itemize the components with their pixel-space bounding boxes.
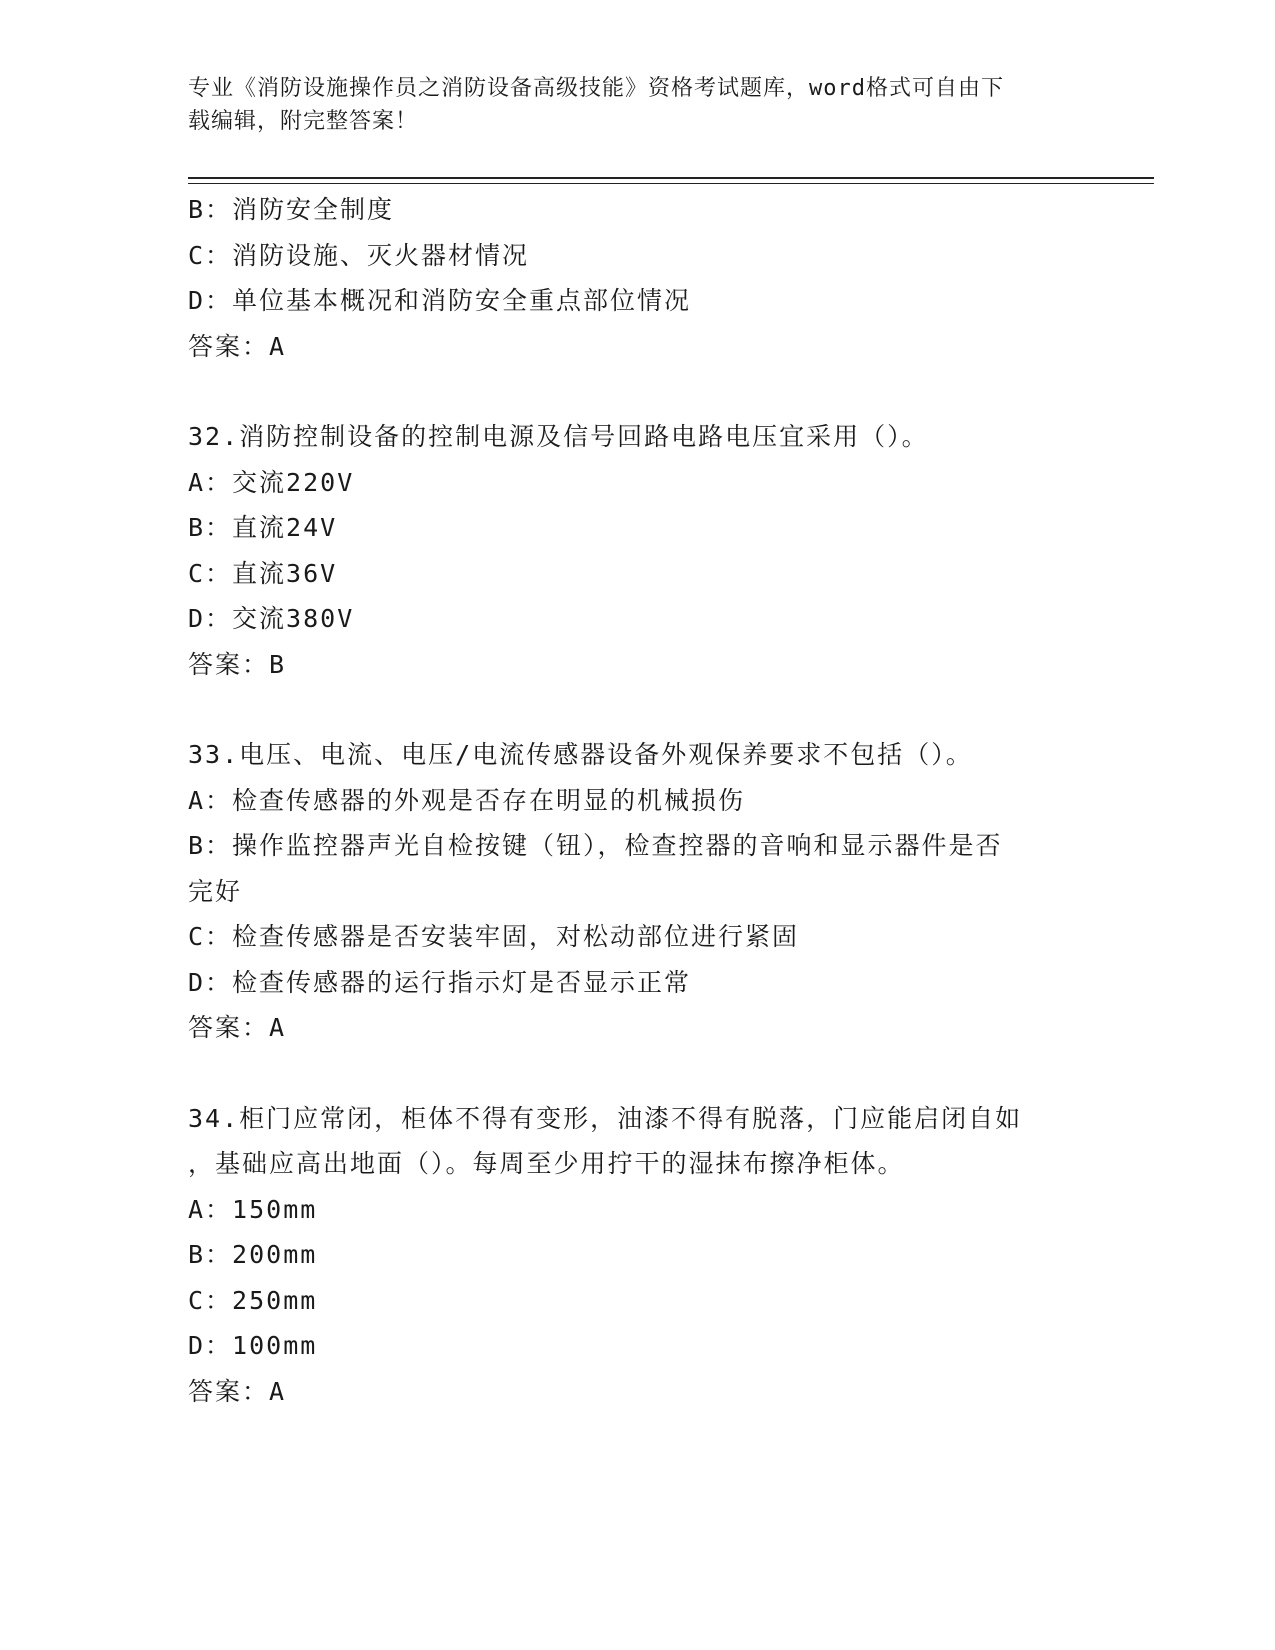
answer: 答案：A	[188, 331, 287, 361]
option-b: B：消防安全制度	[188, 195, 395, 224]
question-stem: 33.电压、电流、电压/电流传感器设备外观保养要求不包括（）。	[188, 740, 973, 769]
answer: 答案：B	[188, 649, 287, 679]
option-c: C：消防设施、灭火器材情况	[188, 240, 530, 270]
option-c: C：直流36V	[188, 558, 338, 588]
question-33	[188, 732, 1118, 1051]
question-34	[188, 1096, 1118, 1415]
option-d: D：检查传感器的运行指示灯是否显示正常	[188, 967, 692, 997]
header-line-2: 载编辑，附完整答案！	[188, 109, 419, 134]
option-a: A：交流220V	[188, 467, 355, 497]
option-c: C：250mm	[188, 1285, 318, 1315]
question-31-tail	[188, 187, 1118, 369]
option-d: D：交流380V	[188, 604, 355, 633]
answer: 答案：A	[188, 1376, 287, 1406]
answer: 答案：A	[188, 1013, 287, 1042]
option-d: D：单位基本概况和消防安全重点部位情况	[188, 286, 692, 315]
question-32	[188, 414, 1118, 687]
question-stem-line-2: ，基础应高出地面（）。每周至少用拧干的湿抹布擦净柜体。	[188, 1149, 905, 1178]
option-a: A：检查传感器的外观是否存在明显的机械损伤	[188, 785, 746, 815]
option-b: B：200mm	[188, 1240, 318, 1269]
header-divider-thick	[188, 177, 1154, 179]
document-header	[188, 72, 1088, 138]
option-b-line-2: 完好	[188, 876, 243, 906]
option-b-line-1: B：操作监控器声光自检按键（钮），检查控器的音响和显示器件是否	[188, 831, 1003, 860]
question-stem-line-1: 34.柜门应常闭，柜体不得有变形，油漆不得有脱落，门应能启闭自如	[188, 1103, 1023, 1133]
option-c: C：检查传感器是否安装牢固，对松动部位进行紧固	[188, 922, 800, 951]
option-a: A：150mm	[188, 1194, 318, 1224]
header-divider-thin	[188, 183, 1154, 184]
option-d: D：100mm	[188, 1331, 318, 1360]
question-stem: 32.消防控制设备的控制电源及信号回路电路电压宜采用（）。	[188, 422, 929, 451]
option-b: B：直流24V	[188, 513, 338, 542]
header-line-1: 专业《消防设施操作员之消防设备高级技能》资格考试题库，word格式可自由下	[188, 76, 1004, 101]
question-list	[188, 187, 1118, 1414]
